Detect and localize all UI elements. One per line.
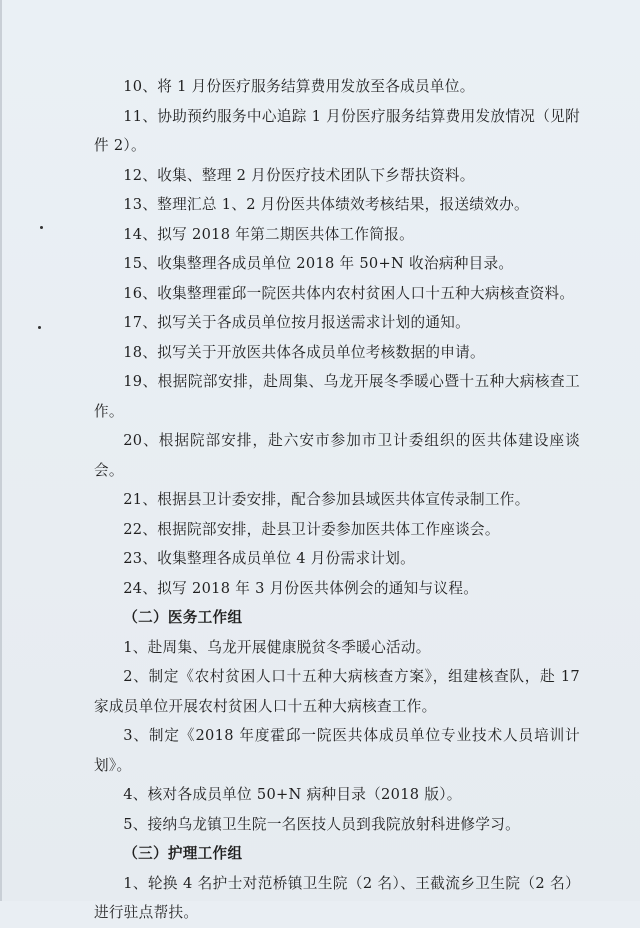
work-item: 22、根据院部安排，赴县卫计委参加医共体工作座谈会。 [123, 520, 500, 538]
section-heading: （二）医务工作组 [123, 609, 243, 626]
section-heading: （三）护理工作组 [123, 845, 243, 862]
work-item: 16、收集整理霍邱一院医共体内农村贫困人口十五种大病核查资料。 [123, 284, 575, 302]
work-item: 21、根据县卫计委安排，配合参加县域医共体宣传录制工作。 [123, 491, 530, 508]
work-item: 14、拟写 2018 年第二期医共体工作简报。 [123, 225, 414, 243]
work-item: 13、整理汇总 1、2 月份医共体绩效考核结果，报送绩效办。 [123, 196, 529, 213]
work-item: 18、拟写关于开放医共体各成员单位考核数据的申请。 [123, 343, 485, 361]
work-item: 15、收集整理各成员单位 2018 年 50+N 收治病种目录。 [123, 255, 514, 272]
work-item: 10、将 1 月份医疗服务结算费用发放至各成员单位。 [123, 78, 475, 95]
work-item: 23、收集整理各成员单位 4 月份需求计划。 [123, 550, 416, 567]
work-item: 11、协助预约服务中心追踪 1 月份医疗服务结算费用发放情况（见附件 2）。 [94, 107, 580, 154]
scan-speck [40, 226, 43, 229]
work-item: 1、赴周集、乌龙开展健康脱贫冬季暖心活动。 [123, 638, 431, 656]
scan-edge [0, 0, 2, 901]
work-item: 19、根据院部安排，赴周集、乌龙开展冬季暖心暨十五种大病核查工作。 [94, 373, 580, 420]
work-item: 3、制定《2018 年度霍邱一院医共体成员单位专业技术人员培训计划》。 [94, 727, 580, 774]
work-item: 24、拟写 2018 年 3 月份医共体例会的通知与议程。 [123, 579, 479, 597]
work-item: 20、根据院部安排，赴六安市参加市卫计委组织的医共体建设座谈会。 [94, 432, 580, 479]
work-item: 1、轮换 4 名护士对范桥镇卫生院（2 名）、王截流乡卫生院（2 名）进行驻点帮扶。 [94, 874, 580, 921]
work-item: 5、接纳乌龙镇卫生院一名医技人员到我院放射科进修学习。 [123, 815, 521, 833]
work-item: 4、核对各成员单位 50+N 病种目录（2018 版）。 [123, 786, 462, 803]
scan-speck [38, 326, 41, 329]
work-item: 12、收集、整理 2 月份医疗技术团队下乡帮扶资料。 [123, 166, 475, 184]
work-item: 2、制定《农村贫困人口十五种大病核查方案》，组建核查队，赴 17 家成员单位开展农村贫困人口十五种大病核查工作。 [94, 668, 580, 715]
work-item: 17、拟写关于各成员单位按月报送需求计划的通知。 [123, 314, 471, 331]
document-body [94, 72, 580, 928]
